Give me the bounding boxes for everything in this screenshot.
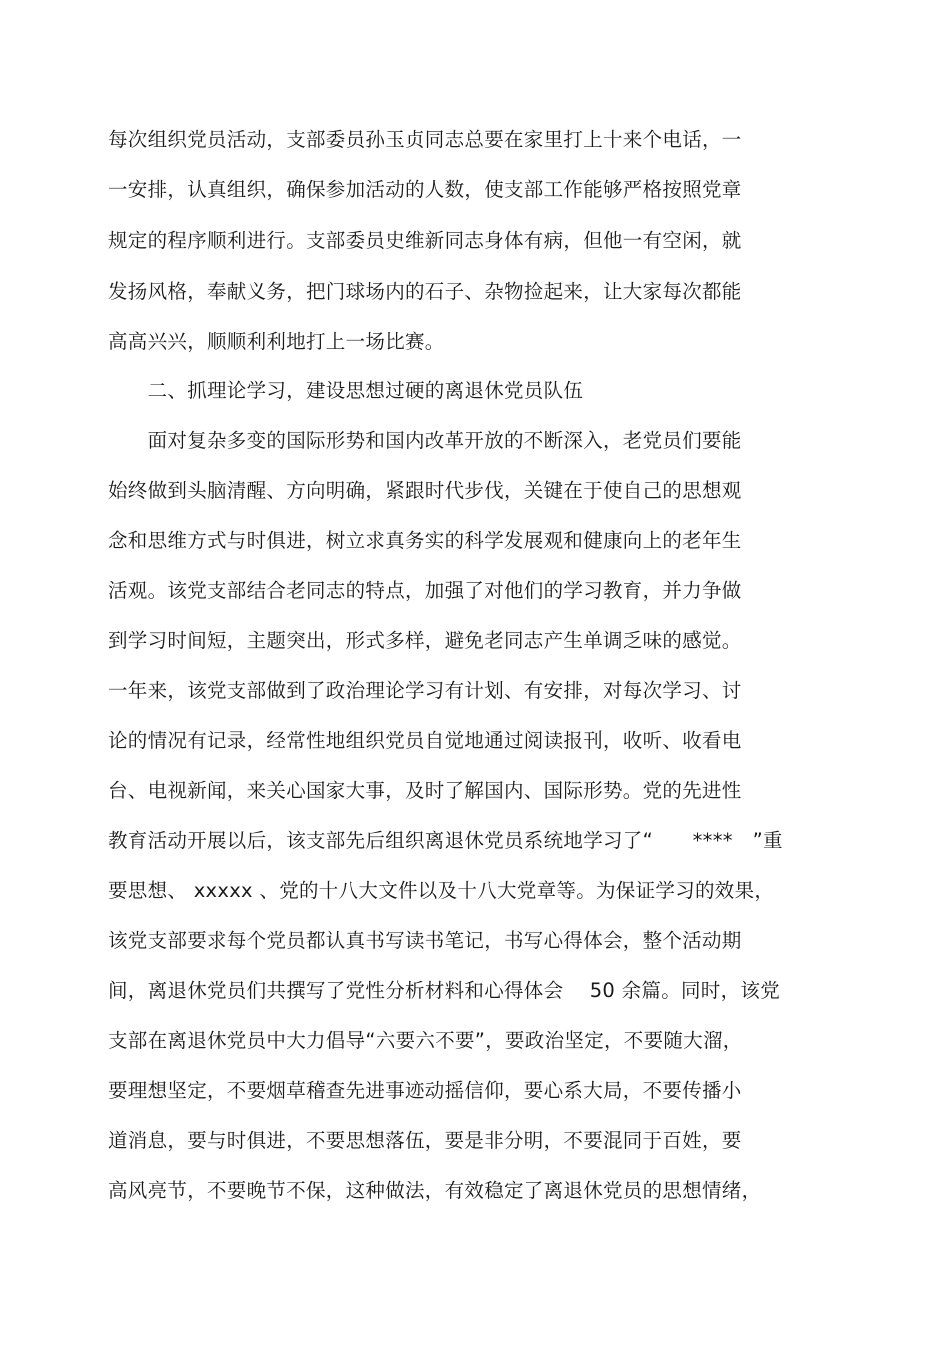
text-line: 支部在离退休党员中大力倡导“六要六不要”，要政治坚定，不要随大溜，: [108, 1029, 743, 1052]
text-line: 台、电视新闻，来关心国家大事，及时了解国内、国际形势。党的先进性: [108, 779, 742, 802]
text-line: 高风亮节，不要晚节不保，这种做法，有效稳定了离退休党员的思想情绪，: [108, 1179, 762, 1202]
text-line: 每次组织党员活动，支部委员孙玉贞同志总要在家里打上十来个电话，一: [108, 128, 742, 151]
text-line: 间，离退休党员们共撰写了党性分析材料和心得体会 50 余篇。同时，该党: [108, 979, 781, 1002]
text-line: 面对复杂多变的国际形势和国内改革开放的不断深入，老党员们要能: [108, 429, 742, 452]
text-line: 该党支部要求每个党员都认真书写读书笔记，书写心得体会，整个活动期: [108, 929, 742, 952]
text-line: 发扬风格，奉献义务，把门球场内的石子、杂物捡起来，让大家每次都能: [108, 280, 742, 303]
text-line: 要理想坚定，不要烟草稽查先进事迹动摇信仰，要心系大局，不要传播小: [108, 1079, 742, 1102]
text-line: 论的情况有记录，经常性地组织党员自觉地通过阅读报刊，收听、收看电: [108, 729, 742, 752]
text-line: 一安排，认真组织，确保参加活动的人数，使支部工作能够严格按照党章: [108, 178, 742, 201]
text-line: 教育活动开展以后，该支部先后组织离退休党员系统地学习了“ **** ”重: [108, 829, 783, 852]
text-line: 念和思维方式与时俱进，树立求真务实的科学发展观和健康向上的老年生: [108, 529, 742, 552]
text-line: 活观。该党支部结合老同志的特点，加强了对他们的学习教育，并力争做: [108, 579, 742, 602]
text-line: 一年来，该党支部做到了政治理论学习有计划、有安排，对每次学习、讨: [108, 679, 742, 702]
text-line: 到学习时间短，主题突出，形式多样，避免老同志产生单调乏味的感觉。: [108, 629, 742, 652]
text-line: 规定的程序顺利进行。支部委员史维新同志身体有病，但他一有空闲，就: [108, 229, 742, 252]
text-line: 高高兴兴，顺顺利利地打上一场比赛。: [108, 330, 445, 353]
text-line: 道消息，要与时俱进，不要思想落伍，要是非分明，不要混同于百姓，要: [108, 1129, 742, 1152]
text-line: 始终做到头脑清醒、方向明确，紧跟时代步伐，关键在于使自己的思想观: [108, 479, 742, 502]
text-line: 要思想、 xxxxx 、党的十八大文件以及十八大党章等。为保证学习的效果，: [108, 879, 775, 902]
section-heading: 二、抓理论学习，建设思想过硬的离退休党员队伍: [108, 379, 584, 402]
